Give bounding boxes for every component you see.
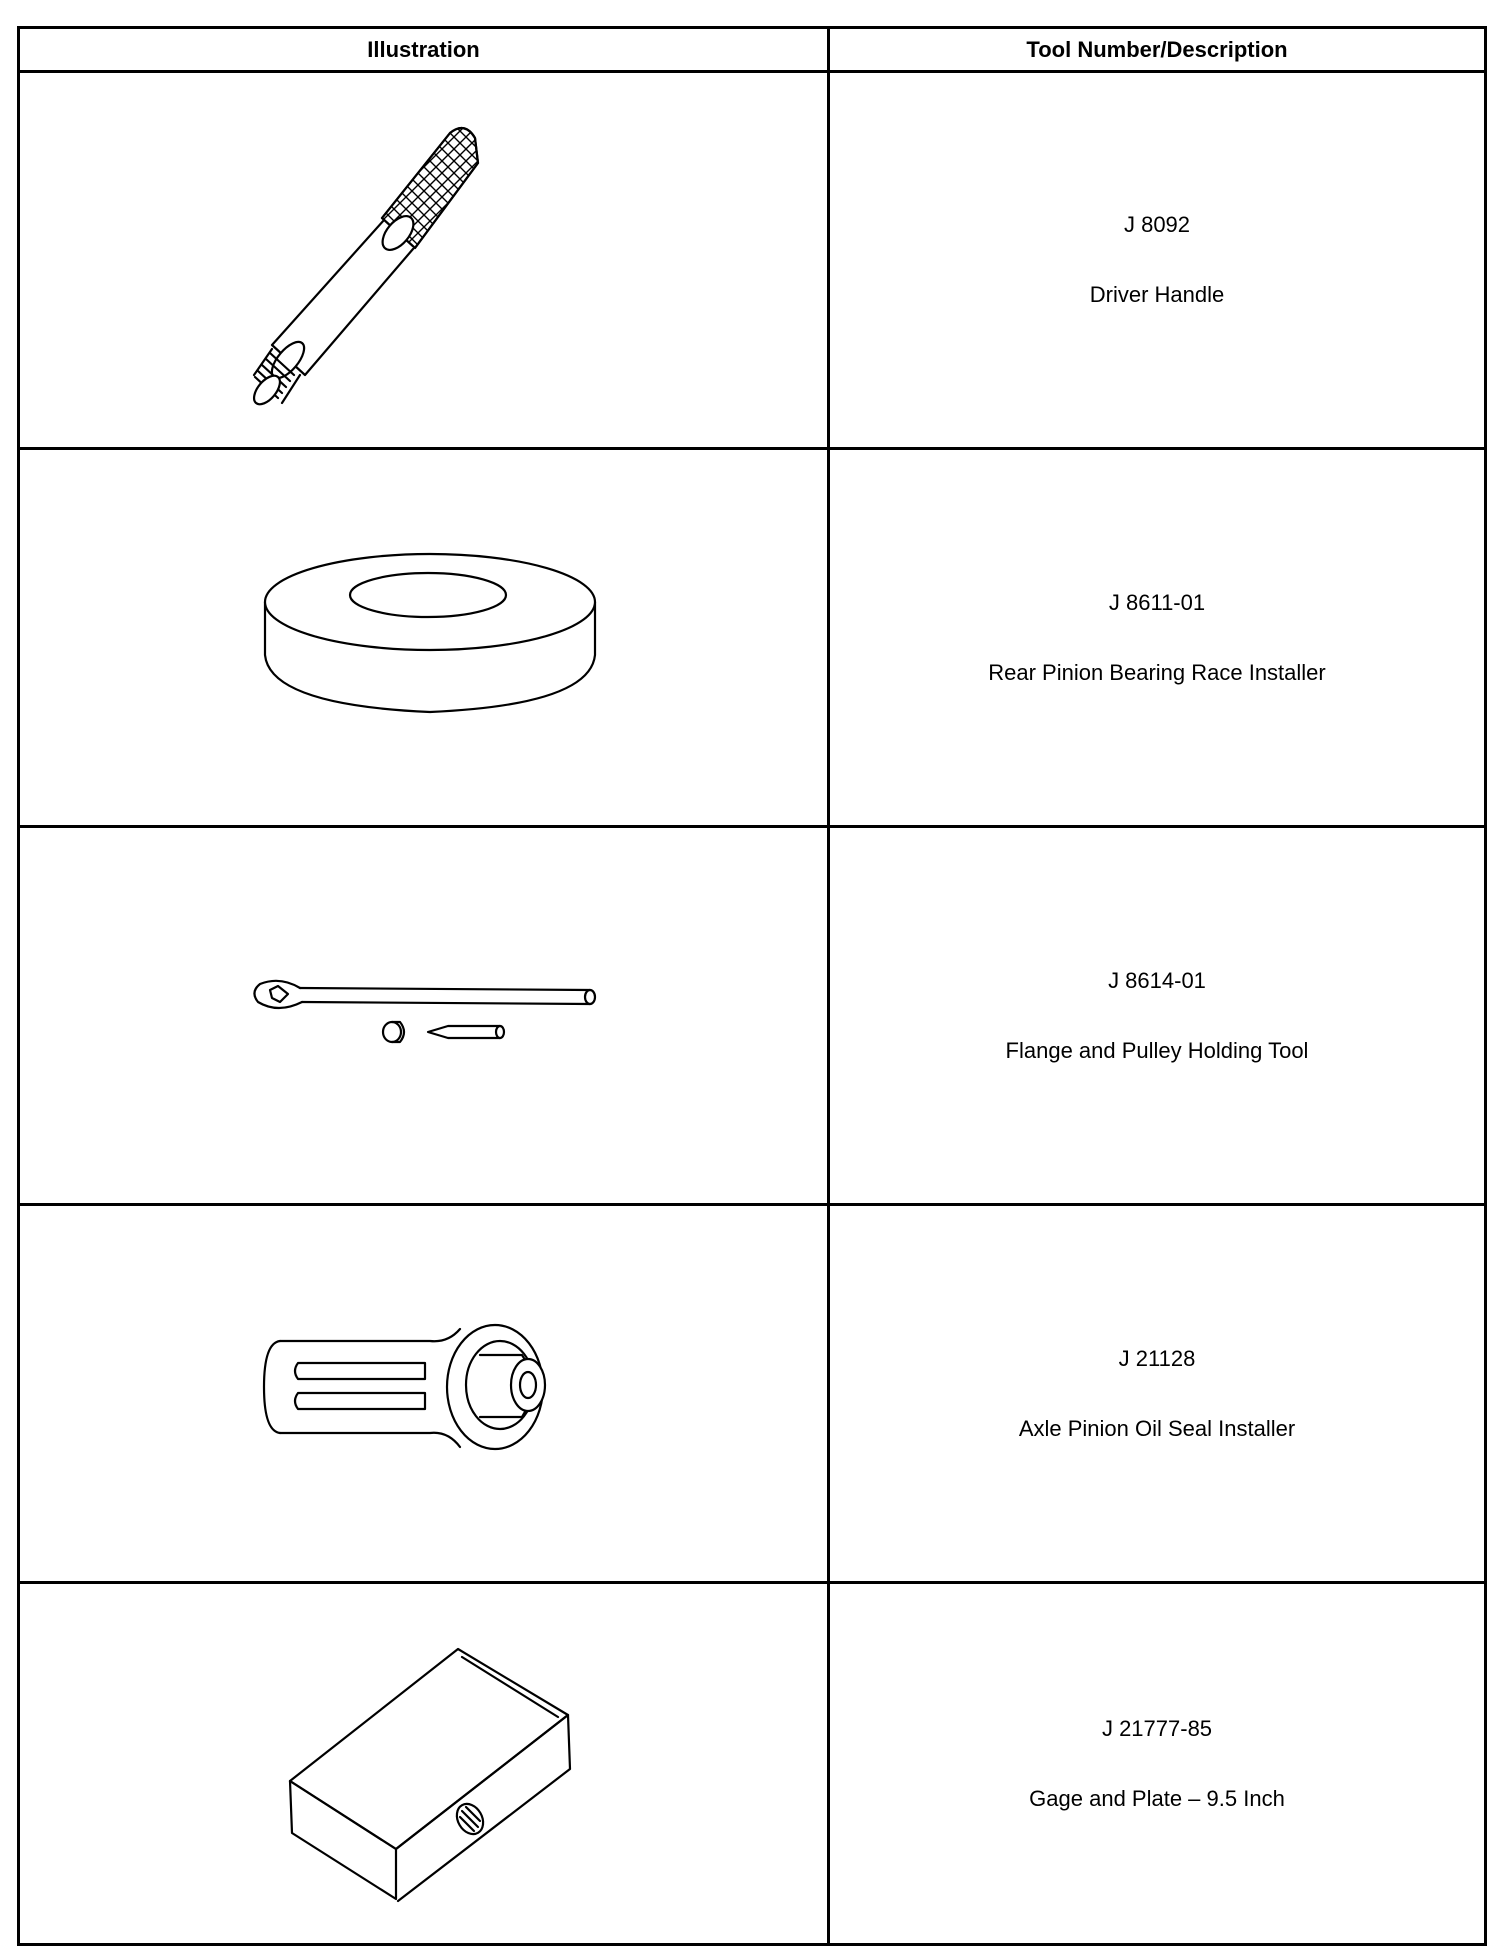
description-cell (830, 1584, 1484, 1943)
illustration-cell (20, 1206, 827, 1581)
header-tool-description: Tool Number/Description (1026, 36, 1288, 62)
tool-description: Flange and Pulley Holding Tool (1005, 1037, 1309, 1063)
seal-installer-icon (260, 1321, 620, 1461)
description-cell (830, 828, 1484, 1203)
special-tools-table (17, 26, 1487, 1946)
table-row (20, 1206, 1484, 1581)
header-illustration: Illustration (367, 36, 480, 62)
illustration-cell (20, 1584, 827, 1943)
tool-description: Driver Handle (1089, 282, 1225, 307)
tool-number: J 8092 (1123, 212, 1191, 237)
tool-number: J 21128 (1118, 1345, 1196, 1371)
tool-description: Axle Pinion Oil Seal Installer (1018, 1415, 1296, 1441)
gage-plate-icon (280, 1639, 580, 1909)
tool-description: Gage and Plate – 9.5 Inch (1029, 1785, 1285, 1811)
table-row (20, 828, 1484, 1203)
holding-tool-icon (250, 968, 610, 1058)
description-cell (830, 73, 1484, 447)
tool-number: J 8611-01 (1108, 589, 1206, 615)
description-cell (830, 1206, 1484, 1581)
table-row (20, 73, 1484, 447)
tool-number: J 21777-85 (1101, 1715, 1213, 1741)
table-row (20, 1584, 1484, 1943)
driver-handle-icon (250, 113, 610, 413)
illustration-cell (20, 828, 827, 1203)
description-cell (830, 450, 1484, 825)
race-installer-icon (260, 550, 600, 720)
illustration-cell (20, 73, 827, 447)
tool-number: J 8614-01 (1108, 967, 1206, 993)
tool-description: Rear Pinion Bearing Race Installer (988, 659, 1326, 685)
illustration-cell (20, 450, 827, 825)
table-row (20, 450, 1484, 825)
